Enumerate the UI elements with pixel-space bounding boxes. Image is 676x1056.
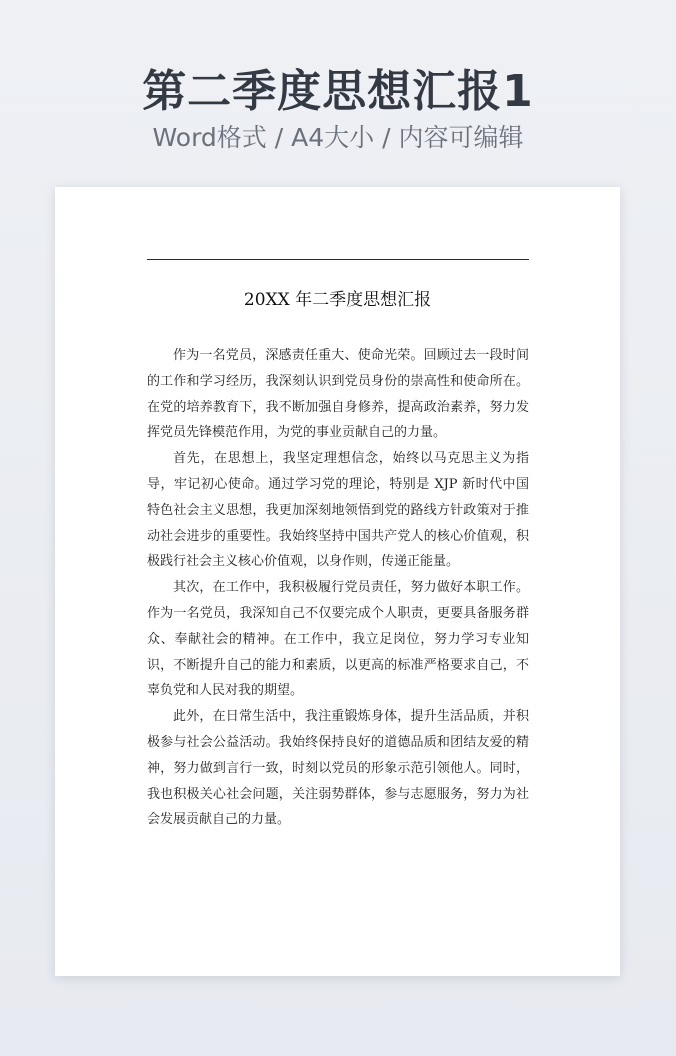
paragraph: 首先，在思想上，我坚定理想信念，始终以马克思主义为指导，牢记初心使命。通过学习党的理论，特别是 XJP 新时代中国特色社会主义思想，我更加深刻地领悟到党的路线方针政策对于推动社会进步的重要性。我始终坚持中国共产党人的核心价值观，积极践行社会主义核心价值观，以身作则，传递正能量。: [147, 451, 529, 570]
banner-title: 第二季度思想汇报1: [142, 66, 534, 117]
document-body: [147, 343, 529, 833]
paragraph: 此外，在日常生活中，我注重锻炼身体，提升生活品质，并积极参与社会公益活动。我始终保持良好的道德品质和团结友爱的精神，努力做到言行一致，时刻以党员的形象示范引领他人。同时，我也积极关心社会问题，关注弱势群体，参与志愿服务，努力为社会发展贡献自己的力量。: [147, 709, 529, 828]
document-title: 20XX 年二季度思想汇报: [243, 290, 432, 310]
paragraph: 其次，在工作中，我积极履行党员责任，努力做好本职工作。作为一名党员，我深知自己不仅要完成个人职责，更要具备服务群众、奉献社会的精神。在工作中，我立足岗位，努力学习专业知识，不断提升自己的能力和素质，以更高的标准严格要求自己，不辜负党和人民对我的期望。: [147, 580, 529, 699]
banner-subtitle: Word格式 / A4大小 / 内容可编辑: [152, 123, 524, 152]
document-page: [55, 187, 620, 976]
paragraph: 作为一名党员，深感责任重大、使命光荣。回顾过去一段时间的工作和学习经历，我深刻认识到党员身份的崇高性和使命所在。在党的培养教育下，我不断加强自身修养，提高政治素养，努力发挥党员先锋模范作用，为党的事业贡献自己的力量。: [147, 348, 529, 441]
header-rule: [147, 259, 529, 260]
